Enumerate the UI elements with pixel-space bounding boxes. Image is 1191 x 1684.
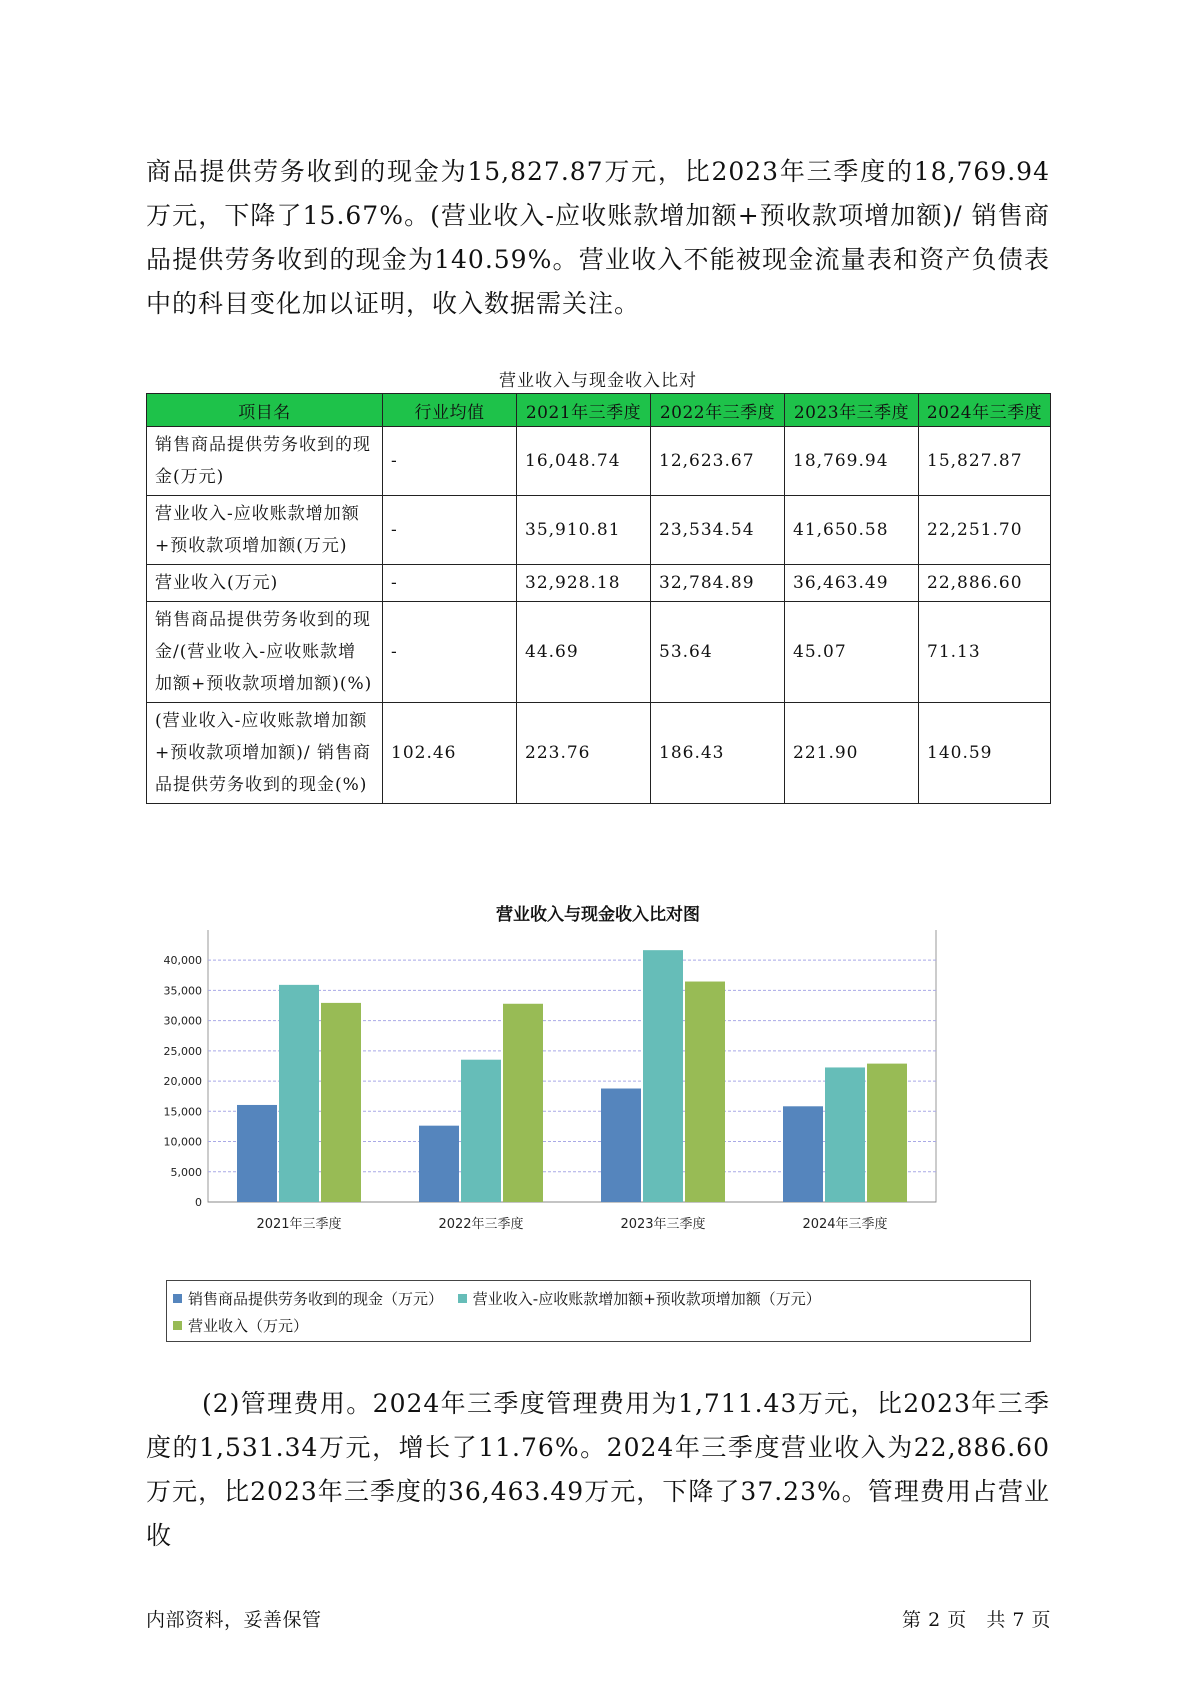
- y-tick-label: 40,000: [163, 954, 202, 968]
- table-header-row: [147, 394, 1051, 427]
- row-name: 营业收入(万元): [147, 565, 383, 602]
- cell: 35,910.81: [517, 496, 651, 565]
- cell: 15,827.87: [919, 427, 1051, 496]
- bar-3-2023年三季度: [685, 982, 725, 1202]
- header-2024q3: 2024年三季度: [919, 394, 1051, 427]
- table-row: [147, 496, 1051, 565]
- cell: 45.07: [785, 602, 919, 703]
- bar-1-2024年三季度: [783, 1106, 823, 1202]
- legend-label-revenue: 营业收入（万元）: [188, 1317, 309, 1335]
- cell: 36,463.49: [785, 565, 919, 602]
- chart-title: 营业收入与现金收入比对图: [496, 905, 700, 925]
- table-row: [147, 602, 1051, 703]
- row-name: 营业收入-应收账款增加额+预收款项增加额(万元): [147, 496, 383, 565]
- header-item-name: 项目名: [147, 394, 383, 427]
- row-name: (营业收入-应收账款增加额+预收款项增加额)/ 销售商品提供劳务收到的现金(%): [147, 703, 383, 804]
- row-name: 销售商品提供劳务收到的现金/(营业收入-应收账款增加额+预收款项增加额)(%): [147, 602, 383, 703]
- bar-1-2021年三季度: [237, 1105, 277, 1202]
- cell: 140.59: [919, 703, 1051, 804]
- y-tick-label: 0: [195, 1196, 202, 1209]
- y-tick-label: 35,000: [163, 984, 202, 998]
- x-tick-label: 2021年三季度: [256, 1217, 342, 1232]
- bar-1-2022年三季度: [419, 1126, 459, 1202]
- bar-2-2021年三季度: [279, 985, 319, 1202]
- row-name: 销售商品提供劳务收到的现金(万元): [147, 427, 383, 496]
- cell: 16,048.74: [517, 427, 651, 496]
- table-title: 营业收入与现金收入比对: [499, 371, 697, 391]
- cell: 22,251.70: [919, 496, 1051, 565]
- bar-2-2023年三季度: [643, 950, 683, 1202]
- cell: -: [383, 565, 517, 602]
- bar-chart: [146, 900, 1050, 1350]
- footer-confidential: 内部资料，妥善保管: [146, 1609, 322, 1631]
- table-row: [147, 565, 1051, 602]
- y-tick-label: 5,000: [170, 1165, 202, 1179]
- table-row: [147, 427, 1051, 496]
- bar-2-2022年三季度: [461, 1060, 501, 1202]
- comparison-table: [146, 393, 1051, 804]
- bar-3-2024年三季度: [867, 1064, 907, 1202]
- cell: 12,623.67: [651, 427, 785, 496]
- chart-plot: [146, 930, 1050, 1275]
- table-row: [147, 703, 1051, 804]
- footer-page-number: 第 2 页 共 7 页: [902, 1609, 1051, 1631]
- y-tick-label: 10,000: [163, 1135, 202, 1149]
- cell: 102.46: [383, 703, 517, 804]
- cell: 41,650.58: [785, 496, 919, 565]
- chart-legend: [166, 1280, 1031, 1342]
- cell: 71.13: [919, 602, 1051, 703]
- cell: 53.64: [651, 602, 785, 703]
- cell: 44.69: [517, 602, 651, 703]
- cell: -: [383, 496, 517, 565]
- cell: 23,534.54: [651, 496, 785, 565]
- bar-3-2021年三季度: [321, 1003, 361, 1202]
- x-tick-label: 2024年三季度: [802, 1217, 888, 1232]
- y-tick-label: 15,000: [163, 1105, 202, 1119]
- cell: 32,784.89: [651, 565, 785, 602]
- y-tick-label: 30,000: [163, 1014, 202, 1028]
- paragraph-1: 商品提供劳务收到的现金为15,827.87万元，比2023年三季度的18,769.94万元，下降了15.67%。(营业收入-应收账款增加额+预收款项增加额)/ 销售商品提供劳务收到的现金为140.59%。营业收入不能被现金流量表和资产负债表中的科目变化加以证明，收入数据需关注。: [146, 157, 1050, 318]
- legend-item-adjusted-revenue: [458, 1285, 821, 1312]
- cell: 221.90: [785, 703, 919, 804]
- cell: 22,886.60: [919, 565, 1051, 602]
- cell: -: [383, 602, 517, 703]
- legend-swatch-cash: [173, 1294, 182, 1303]
- legend-item-revenue: [173, 1312, 308, 1339]
- cell: 186.43: [651, 703, 785, 804]
- legend-label-adjusted-revenue: 营业收入-应收账款增加额+预收款项增加额（万元）: [472, 1290, 821, 1308]
- bar-1-2023年三季度: [601, 1089, 641, 1202]
- cell: 223.76: [517, 703, 651, 804]
- bar-3-2022年三季度: [503, 1004, 543, 1202]
- y-tick-label: 20,000: [163, 1075, 202, 1089]
- cell: 18,769.94: [785, 427, 919, 496]
- legend-item-cash: [173, 1285, 443, 1312]
- header-2023q3: 2023年三季度: [785, 394, 919, 427]
- y-tick-label: 25,000: [163, 1044, 202, 1058]
- header-2021q3: 2021年三季度: [517, 394, 651, 427]
- legend-swatch-revenue: [173, 1321, 182, 1330]
- cell: 32,928.18: [517, 565, 651, 602]
- legend-swatch-adjusted-revenue: [458, 1294, 467, 1303]
- paragraph-2: (2)管理费用。2024年三季度管理费用为1,711.43万元，比2023年三季度的1,531.34万元，增长了11.76%。2024年三季度营业收入为22,886.60万元，比2023年三季度的36,463.49万元，下降了37.23%。管理费用占营业收: [146, 1389, 1050, 1550]
- x-tick-label: 2022年三季度: [438, 1217, 524, 1232]
- header-2022q3: 2022年三季度: [651, 394, 785, 427]
- legend-label-cash: 销售商品提供劳务收到的现金（万元）: [188, 1290, 444, 1308]
- x-tick-label: 2023年三季度: [620, 1217, 706, 1232]
- bar-2-2024年三季度: [825, 1067, 865, 1202]
- cell: -: [383, 427, 517, 496]
- header-industry-avg: 行业均值: [383, 394, 517, 427]
